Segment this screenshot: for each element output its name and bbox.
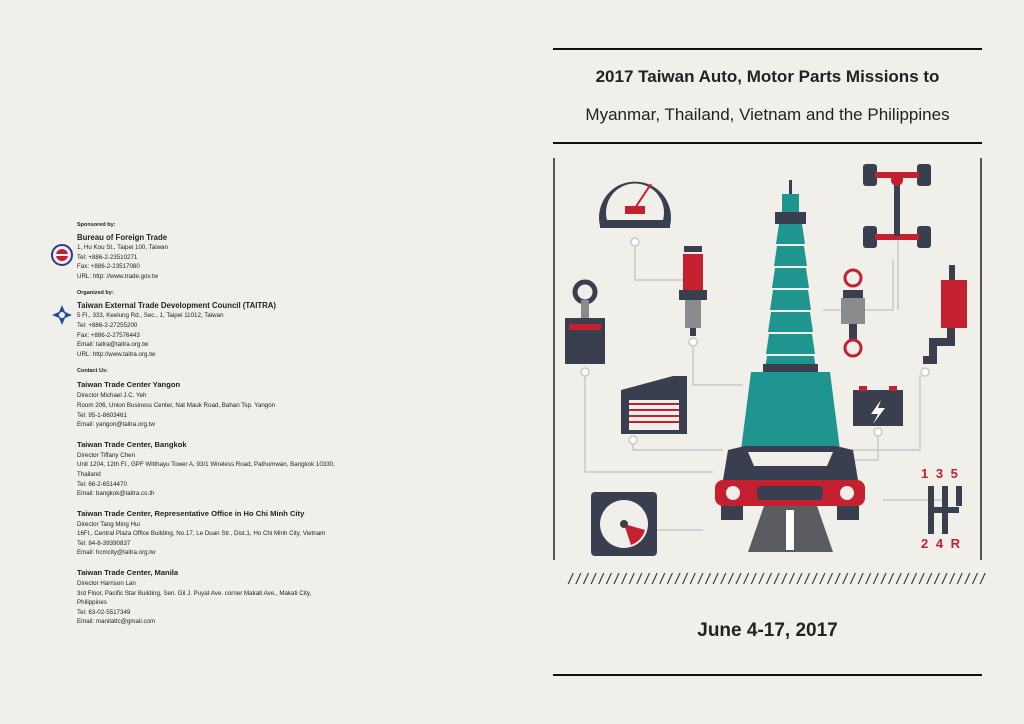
speedometer-icon	[599, 182, 671, 246]
center-line: Unit 1204, 12th Fl., GPF Witthayu Tower A, 93/1 Wireless Road, Pathumwan, Bangkok 10330,	[77, 461, 335, 469]
taipei101-tower-icon	[741, 180, 840, 450]
contact-column	[77, 222, 477, 636]
gear-top-label: 1 3 5	[921, 466, 960, 481]
center-yangon	[77, 379, 477, 429]
organizer-line: Tel: +886-2-27255200	[77, 321, 138, 329]
center-line: Tel: 66-2-6514470	[77, 480, 127, 488]
battery-icon	[853, 386, 903, 436]
bottom-rule	[553, 674, 982, 676]
gear-bottom-label: 2 4 R	[921, 536, 963, 551]
organizer-block	[77, 301, 477, 359]
center-line: Philippines	[77, 599, 107, 607]
organizer-line: 5 Fl., 333, Keelung Rd., Sec., 1, Taipei 11012, Taiwan	[77, 312, 224, 320]
center-hcmc	[77, 508, 477, 558]
contact-label: Contact Us:	[77, 368, 108, 375]
taitra-logo-icon	[50, 303, 74, 327]
center-name: Taiwan Trade Center, Bangkok	[77, 439, 187, 449]
mission-date: June 4-17, 2017	[697, 620, 838, 641]
cover-subtitle: Myanmar, Thailand, Vietnam and the Philippines	[585, 105, 950, 124]
spark-plug-icon	[679, 246, 707, 346]
center-line: Tel: 63-02-5517349	[77, 608, 131, 616]
sponsor-line: Tel: +886-2-23510271	[77, 253, 138, 261]
organizer-label: Organized by:	[77, 290, 114, 297]
organizer-name: Taiwan External Trade Development Council (TAITRA)	[77, 301, 276, 311]
sponsor-name: Bureau of Foreign Trade	[77, 233, 168, 242]
piston-icon	[565, 282, 605, 376]
center-line: Email: hcmcity@taitra.org.tw	[77, 549, 156, 557]
radiator-icon	[621, 376, 687, 444]
center-line: Director Tiffany Chen	[77, 451, 136, 459]
center-bangkok	[77, 439, 477, 499]
chassis-axle-icon	[863, 164, 931, 248]
brake-disc-icon	[591, 492, 657, 556]
center-line: 3rd Floor, Pacific Star Building, Sen. Gil J. Puyat Ave. corner Makati Ave., Makati City,	[77, 589, 312, 597]
organizer-line: URL: http://www.taitra.org.tw	[77, 350, 156, 358]
center-name: Taiwan Trade Center, Manila	[77, 568, 179, 578]
center-line: Director Harrison Lan	[77, 580, 136, 588]
shock-absorber-icon	[841, 270, 865, 356]
center-name: Taiwan Trade Center Yangon	[77, 380, 181, 390]
center-line: Thailand	[77, 470, 101, 478]
center-line: Email: yangon@taitra.org.tw	[77, 421, 155, 429]
gear-shift-icon	[921, 466, 962, 551]
cover-title: 2017 Taiwan Auto, Motor Parts Missions to	[595, 67, 940, 86]
center-line: Room 206, Union Business Center, Nat Mauk Road, Bahan Tsp. Yangon	[77, 401, 276, 409]
road-marking	[786, 510, 794, 550]
hatch-divider: ///////////////////////////////////////////////////////	[567, 572, 987, 587]
center-line: Tel: 84-8-39390837	[77, 539, 131, 547]
bureau-logo-icon	[50, 243, 74, 267]
center-line: Director Michael J.C. Yeh	[77, 392, 147, 400]
sponsor-line: 1, Hu Kou St., Taipei 100, Taiwan	[77, 244, 168, 251]
organizer-line: Email: taitra@taitra.org.tw	[77, 341, 149, 349]
cover-header	[553, 48, 982, 124]
title-rule	[553, 142, 982, 144]
center-name: Taiwan Trade Center, Representative Office in Ho Chi Minh City	[77, 508, 305, 518]
center-line: Email: manilattc@gmail.com	[77, 618, 156, 626]
sponsor-block	[77, 233, 477, 281]
center-line: Tel: 95-1-8603461	[77, 411, 127, 419]
organizer-line: Fax: +886-2-27576443	[77, 331, 140, 339]
center-line: 16Fl., Central Plaza Office Building, No.17, Le Duan Str., Dist.1, Ho Chi Minh City, Vietnam	[77, 530, 326, 538]
center-manila	[77, 567, 477, 627]
center-line: Director Tang Ming Hui	[77, 520, 140, 528]
sponsor-label: Sponsored by:	[77, 222, 116, 228]
sponsor-line: Fax: +886-2-23517080	[77, 263, 140, 271]
exhaust-muffler-icon	[921, 265, 967, 376]
sponsor-line: URL: http: //www.trade.gov.tw	[77, 272, 159, 280]
top-rule	[553, 48, 982, 50]
auto-parts-illustration	[553, 150, 983, 562]
center-line: Email: bangkok@taitra.co.th	[77, 490, 155, 498]
